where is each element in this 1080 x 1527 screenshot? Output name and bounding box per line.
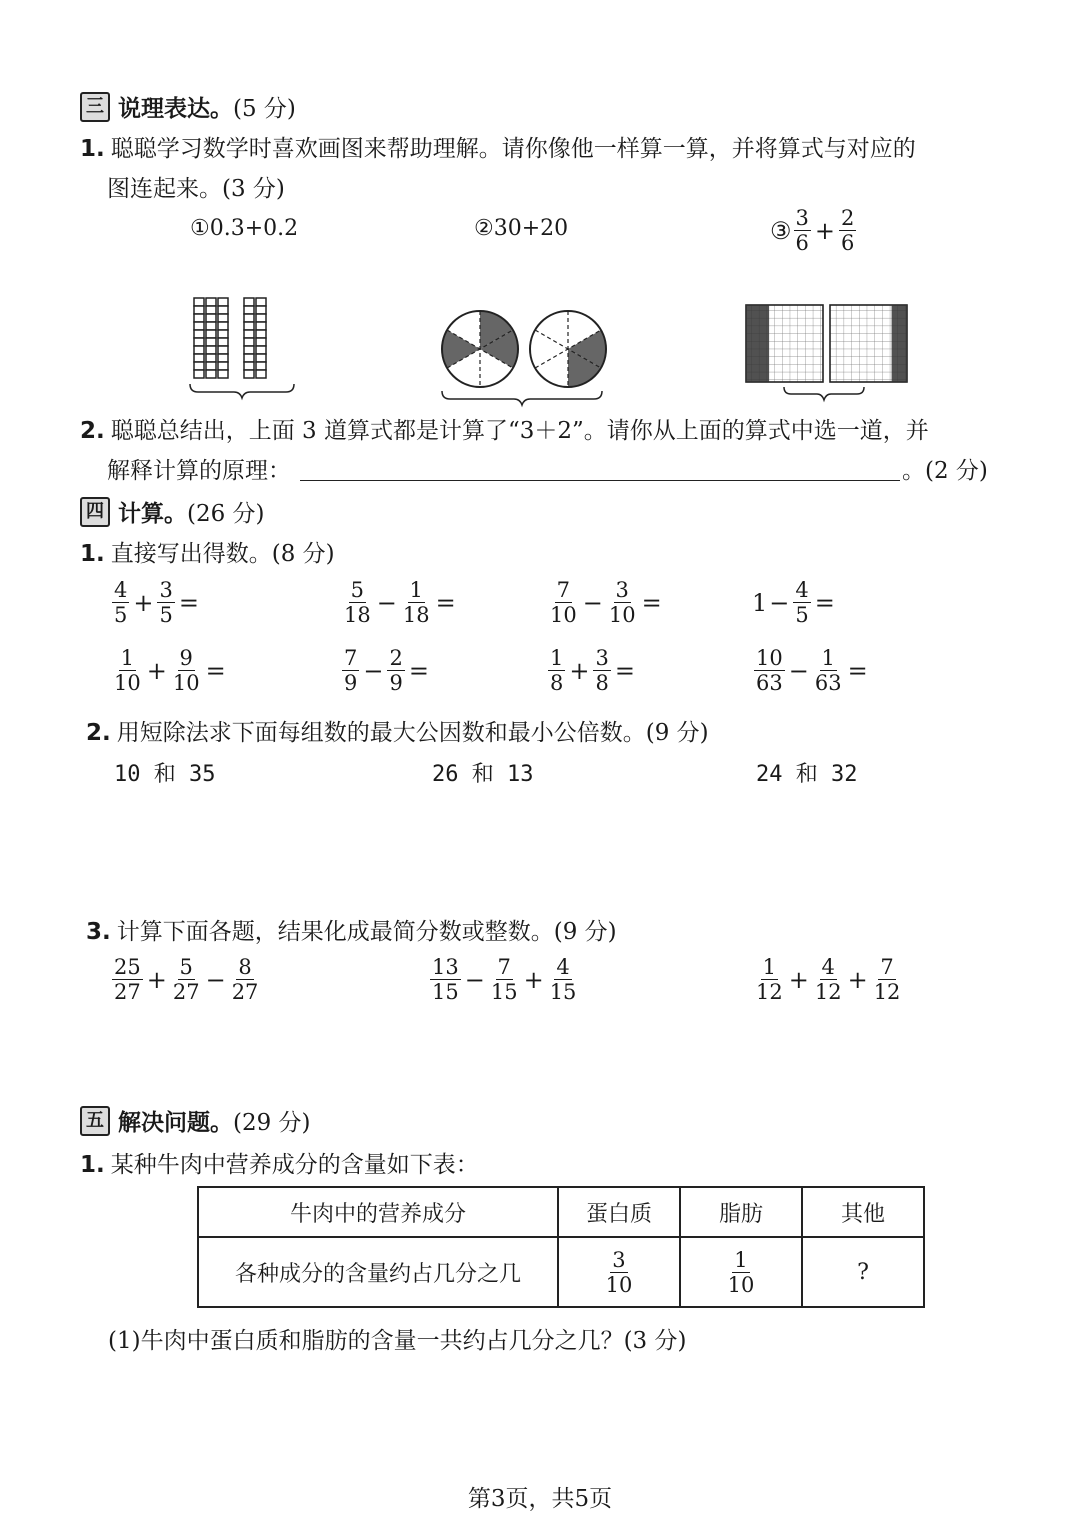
question-text: 聪聪学习数学时喜欢画图来帮助理解。请你像他一样算一算，并将算式与对应的 (110, 136, 916, 162)
question-3-2-line2 (107, 452, 291, 485)
grid-squares-figure[interactable] (744, 303, 912, 407)
tens-rod (244, 298, 254, 378)
question-number: 2. (80, 418, 105, 444)
table-row (198, 1237, 924, 1307)
oral-calc-item[interactable]: $\frac{10}{63}$ − $\frac{1}{63}$ = (756, 646, 868, 695)
calc-item[interactable]: $\frac{13}{15}$ − $\frac{7}{15}$ + $\frac{4}{15}$ (432, 955, 577, 1004)
oral-calc-item[interactable]: $\frac{4}{5}$ + $\frac{3}{5}$ = (114, 578, 199, 627)
table-header-cell: 牛肉中的营养成分 (198, 1187, 558, 1237)
formula-prefix: ③ (770, 216, 792, 245)
page-footer: 第3页，共5页 (467, 1486, 613, 1512)
section-title: 说理表达。 (118, 95, 233, 122)
tens-rod (218, 298, 228, 378)
points-suffix: 。(2 分) (902, 458, 988, 484)
table-header-cell: 其他 (802, 1187, 924, 1237)
sub-question-1: (1)牛肉中蛋白质和脂肪的含量一共约占几分之几？(3 分) (108, 1328, 687, 1354)
section-3-heading (80, 90, 296, 123)
section-points: (29 分) (233, 1110, 311, 1136)
circle-sixths-figure[interactable] (438, 305, 610, 410)
calc-item[interactable]: $\frac{25}{27}$ + $\frac{5}{27}$ − $\frac{8}{27}$ (114, 955, 259, 1004)
fraction: $\frac{3}{6}$ (795, 206, 809, 255)
question-5-1 (80, 1146, 479, 1179)
number-pair[interactable]: 26 和 13 (432, 762, 534, 787)
question-3-2 (80, 412, 929, 445)
fat-cell: $\frac{1}{10}$ (680, 1237, 802, 1307)
protein-cell: $\frac{3}{10}$ (558, 1237, 680, 1307)
question-4-2 (86, 714, 709, 747)
tens-rod (256, 298, 266, 378)
question-text: 某种牛肉中营养成分的含量如下表： (110, 1152, 479, 1178)
question-number: 2. (86, 720, 111, 746)
question-4-1 (80, 535, 335, 568)
question-number: 1. (80, 541, 105, 567)
section-5-heading (80, 1104, 311, 1137)
question-3-1-line2: 图连起来。(3 分) (107, 176, 285, 202)
oral-calc-item[interactable]: 1 − $\frac{4}{5}$ = (752, 578, 835, 627)
formula-2[interactable]: ②30+20 (474, 216, 569, 241)
number-pair[interactable]: 10 和 35 (114, 762, 216, 787)
section-title: 计算。 (118, 500, 187, 527)
section-badge: 五 (80, 1106, 110, 1136)
section-badge: 三 (80, 92, 110, 122)
formula-1[interactable]: ①0.3+0.2 (190, 216, 299, 241)
formula-3[interactable] (770, 206, 858, 255)
question-number: 1. (80, 1152, 105, 1178)
prompt-text: 解释计算的原理： (107, 458, 291, 484)
question-number: 1. (80, 136, 105, 162)
section-points: (5 分) (233, 96, 296, 122)
section-badge: 四 (80, 497, 110, 527)
question-4-3 (86, 913, 617, 946)
tens-rod (194, 298, 204, 378)
other-cell[interactable]: ? (802, 1237, 924, 1307)
table-row-label: 各种成分的含量约占几分之几 (198, 1237, 558, 1307)
question-text: 用短除法求下面每组数的最大公因数和最小公倍数。(9 分) (116, 720, 709, 746)
number-pair[interactable]: 24 和 32 (756, 762, 858, 787)
tens-rod (206, 298, 216, 378)
question-text: 直接写出得数。(8 分) (110, 541, 335, 567)
nutrition-table (197, 1186, 925, 1308)
answer-line[interactable] (300, 480, 900, 481)
section-title: 解决问题。 (118, 1109, 233, 1136)
table-header-cell: 脂肪 (680, 1187, 802, 1237)
question-3-1 (80, 130, 916, 163)
operator: + (814, 216, 835, 245)
table-header-cell: 蛋白质 (558, 1187, 680, 1237)
section-points: (26 分) (187, 501, 265, 527)
table-header-row (198, 1187, 924, 1237)
section-4-heading (80, 495, 265, 528)
oral-calc-item[interactable]: $\frac{7}{9}$ − $\frac{2}{9}$ = (344, 646, 429, 695)
question-number: 3. (86, 919, 111, 945)
oral-calc-item[interactable]: $\frac{1}{10}$ + $\frac{9}{10}$ = (114, 646, 226, 695)
calc-item[interactable]: $\frac{1}{12}$ + $\frac{4}{12}$ + $\frac{7}{12}$ (756, 955, 901, 1004)
question-text: 聪聪总结出，上面 3 道算式都是计算了“3＋2”。请你从上面的算式中选一道，并 (110, 418, 929, 444)
fraction: $\frac{2}{6}$ (841, 206, 855, 255)
oral-calc-item[interactable]: $\frac{1}{8}$ + $\frac{3}{8}$ = (550, 646, 635, 695)
oral-calc-item[interactable]: $\frac{7}{10}$ − $\frac{3}{10}$ = (550, 578, 662, 627)
question-text: 计算下面各题，结果化成最简分数或整数。(9 分) (116, 919, 617, 945)
oral-calc-item[interactable]: $\frac{5}{18}$ − $\frac{1}{18}$ = (344, 578, 456, 627)
tens-rods-figure[interactable] (186, 296, 296, 401)
